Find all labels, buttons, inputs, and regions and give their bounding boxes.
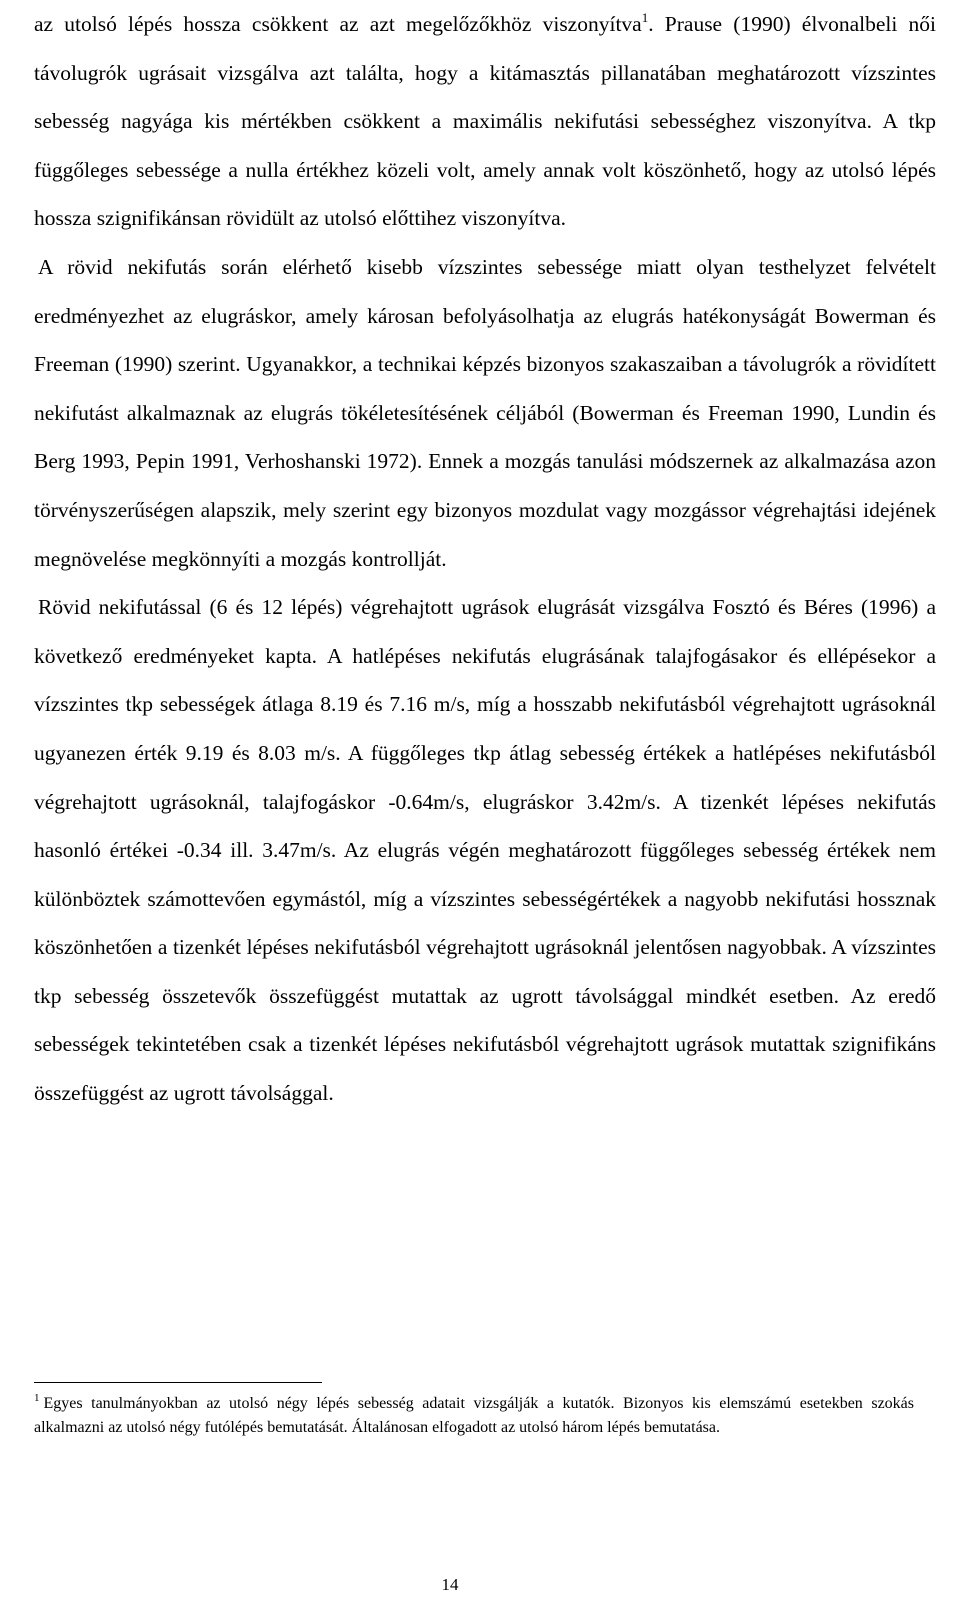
footnote [34, 1392, 914, 1440]
page-number: 14 [441, 1575, 459, 1594]
body-text [34, 0, 936, 1118]
paragraph-1 [34, 0, 936, 243]
paragraph-1-text-end: . Prause (1990) élvonalbeli női távolugrók ugrásait vizsgálva azt találta, hogy a kitámasztás pillanatában meghatározott vízszintes sebesség nagyága kis mértékben csökkent a maximális nekifutási sebességhez viszonyítva. A tkp függőleges sebessége a nulla értékhez közeli volt, amely annak volt köszönhető, hogy az utolsó lépés hossza szignifikánsan rövidült az utolsó előttihez viszonyítva. [34, 12, 936, 231]
footnote-reference: 1 [641, 10, 649, 25]
footnote-text: Egyes tanulmányokban az utolsó négy lépés sebesség adatait vizsgálják a kutatók. Bizonyos kis elemszámú esetekben szokás alkalmazni az utolsó négy futólépés bemutatását. Általánosan elfogadott az utolsó három lépés bemutatása. [34, 1395, 914, 1436]
paragraph-1-text-start: az utolsó lépés hossza csökkent az azt megelőzőkhöz viszonyítva [34, 12, 642, 36]
footnote-mark: 1 [34, 1392, 40, 1404]
paragraph-3: Rövid nekifutással (6 és 12 lépés) végrehajtott ugrások elugrását vizsgálva Fosztó és Béres (1996) a következő eredményeket kapta. A hatlépéses nekifutás elugrásának talajfogásakor és ellépésekor a vízszintes tkp sebességek átlaga 8.19 és 7.16 m/s, míg a hosszabb nekifutásból végrehajtott ugrásoknál ugyanezen érték 9.19 és 8.03 m/s. A függőleges tkp átlag sebesség értékek a hatlépéses nekifutásból végrehajtott ugrásoknál, talajfogáskor -0.64m/s, elugráskor 3.42m/s. A tizenkét lépéses nekifutás hasonló értékei -0.34 ill. 3.47m/s. Az elugrás végén meghatározott függőleges sebesség értékek nem különböztek számottevően egymástól, míg a vízszintes sebességértékek a nagyobb nekifutási hossznak köszönhetően a tizenkét lépéses nekifutásból végrehajtott ugrásoknál jelentősen nagyobbak. A vízszintes tkp sebesség összetevők összefüggést mutattak az ugrott távolsággal mindkét esetben. Az eredő sebességek tekintetében csak a tizenkét lépéses nekifutásból végrehajtott ugrások mutattak szignifikáns összefüggést az ugrott távolsággal. [34, 595, 936, 1106]
paragraph-2: A rövid nekifutás során elérhető kisebb vízszintes sebessége miatt olyan testhelyzet felvételt eredményezhet az elugráskor, amely károsan befolyásolhatja az elugrás hatékonyságát Bowerman és Freeman (1990) szerint. Ugyanakkor, a technikai képzés bizonyos szakaszaiban a távolugrók a rövidített nekifutást alkalmaznak az elugrás tökéletesítésének céljából (Bowerman és Freeman 1990, Lundin és Berg 1993, Pepin 1991, Verhoshanski 1972). Ennek a mozgás tanulási módszernek az alkalmazása azon törvényszerűségen alapszik, mely szerint egy bizonyos mozdulat vagy mozgássor végrehajtási idejének megnövelése megkönnyíti a mozgás kontrollját. [34, 254, 936, 571]
footnote-divider [34, 1382, 322, 1383]
